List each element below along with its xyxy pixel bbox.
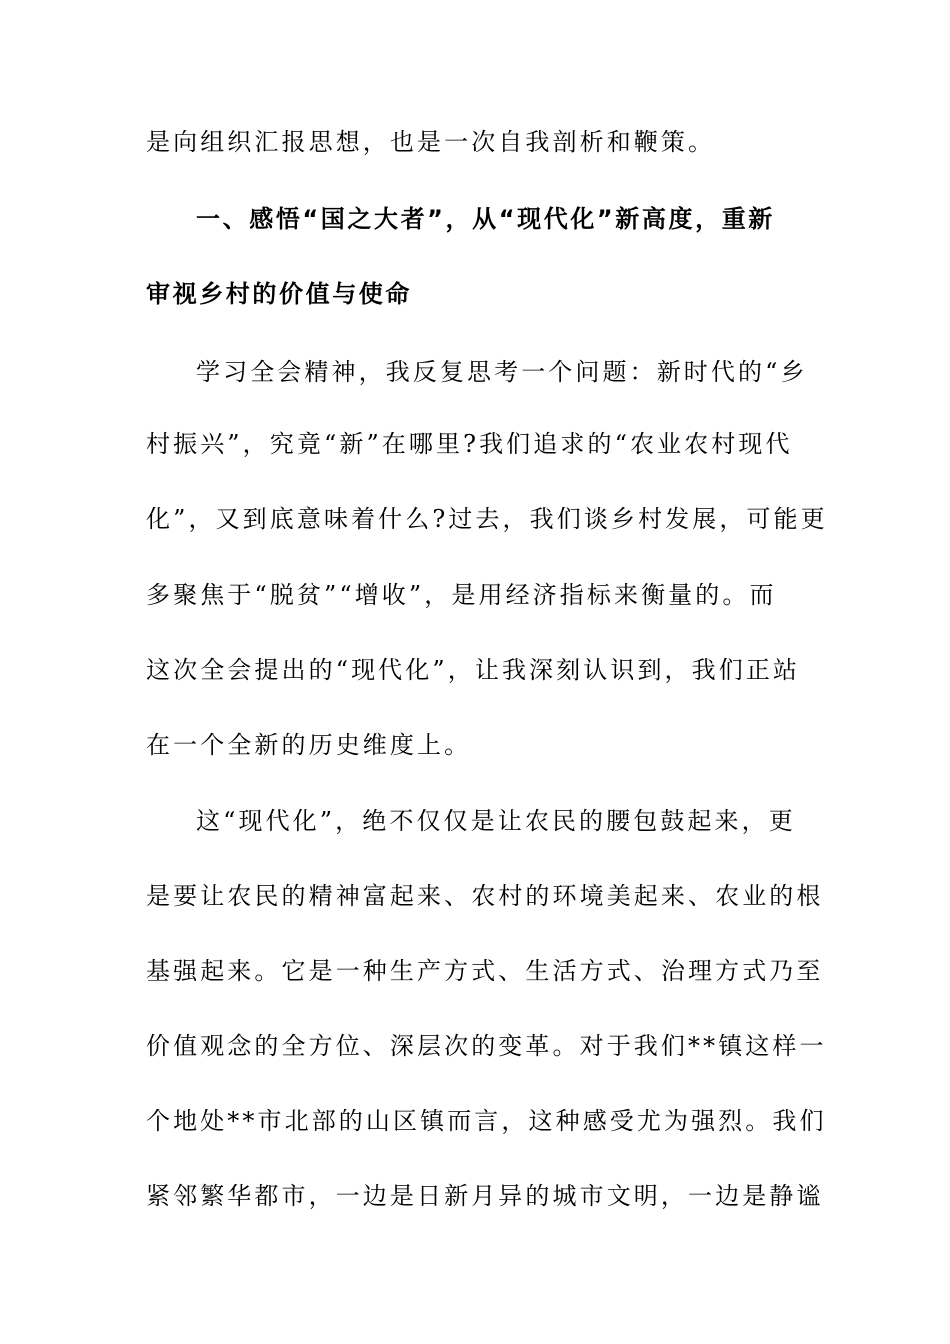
paragraph-line: 这“现代化”，绝不仅仅是让农民的腰包鼓起来，更 (196, 807, 796, 835)
section-heading-line-1: 一、感悟“国之大者”，从“现代化”新高度，重新 (196, 205, 775, 233)
paragraph-line: 多聚焦于“脱贫”“增收”，是用经济指标来衡量的。而 (146, 581, 777, 609)
paragraph-line: 化”，又到底意味着什么?过去，我们谈乡村发展，可能更 (146, 505, 828, 533)
paragraph-line: 价值观念的全方位、深层次的变革。对于我们**镇这样一 (146, 1032, 827, 1060)
paragraph-line: 这次全会提出的“现代化”，让我深刻认识到，我们正站 (146, 656, 801, 684)
section-heading-line-2: 审视乡村的价值与使命 (146, 280, 412, 308)
paragraph-line: 紧邻繁华都市，一边是日新月异的城市文明，一边是静谧 (146, 1182, 824, 1210)
paragraph-line: 村振兴”，究竟“新”在哪里?我们追求的“农业农村现代 (146, 430, 793, 458)
paragraph-line: 个地处**市北部的山区镇而言，这种感受尤为强烈。我们 (146, 1107, 827, 1135)
paragraph-line: 是要让农民的精神富起来、农村的环境美起来、农业的根 (146, 882, 824, 910)
paragraph-line: 基强起来。它是一种生产方式、生活方式、治理方式乃至 (146, 957, 824, 985)
paragraph-line-continuation: 是向组织汇报思想，也是一次自我剖析和鞭策。 (146, 128, 716, 156)
paragraph-line: 学习全会精神，我反复思考一个问题：新时代的“乡 (196, 358, 808, 386)
paragraph-line: 在一个全新的历史维度上。 (146, 731, 472, 759)
